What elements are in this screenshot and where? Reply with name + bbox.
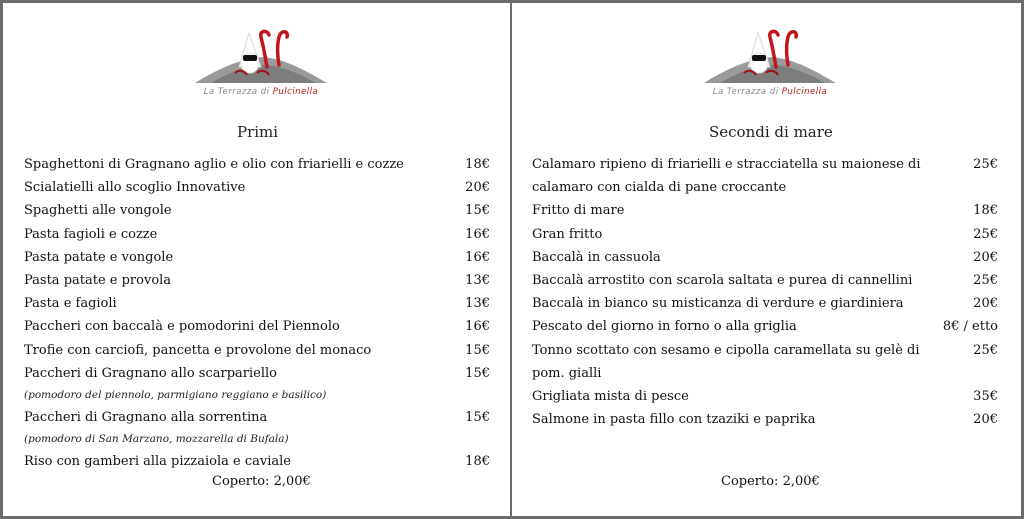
menu-item	[532, 246, 998, 269]
menu-item-price: 16€	[465, 319, 490, 335]
menu-item-name: Pescato del giorno in forno o alla griglia	[532, 319, 797, 335]
menu-item	[24, 176, 490, 199]
menu-item-name: Paccheri con baccalà e pomodorini del Piennolo	[24, 319, 340, 335]
menu-item	[532, 223, 998, 246]
menu-item-price: 8€ / etto	[942, 319, 998, 335]
menu-item-description: (pomodoro del piennolo, parmigiano reggiano e basilico)	[24, 389, 327, 402]
restaurant-logo	[700, 27, 840, 103]
menu-item	[24, 339, 490, 362]
menu-page-primi	[3, 3, 510, 516]
menu-item-name: Pasta patate e provola	[24, 273, 172, 289]
logo-text-part2: Pulcinella	[781, 87, 828, 97]
menu-item-price: 16€	[465, 226, 490, 242]
menu-item-price: 20€	[973, 296, 998, 312]
menu-item	[24, 450, 490, 473]
cover-charge: Coperto: 2,00€	[721, 474, 820, 489]
menu-item-name: Baccalà in cassuola	[532, 249, 661, 265]
menu-item-price: 15€	[465, 203, 490, 219]
menu-item-name: Paccheri di Gragnano alla sorrentina	[24, 410, 268, 426]
pulcinella-logo-icon	[191, 27, 331, 89]
menu-item-price: 25€	[973, 157, 998, 172]
menu-item-name: Scialatielli allo scoglio Innovative	[24, 180, 246, 196]
menu-item	[532, 292, 998, 315]
menu-item-price: 13€	[465, 273, 490, 289]
menu-item	[24, 315, 490, 338]
menu-item	[24, 246, 490, 269]
menu-item-name: Gran fritto	[532, 226, 603, 242]
pulcinella-logo-icon	[700, 27, 840, 89]
menu-item	[24, 362, 490, 406]
menu-item-name: Calamaro ripieno di friarielli e stracciatella su maionese di calamaro con cialda di pane croccante	[532, 157, 921, 196]
menu-item	[532, 408, 998, 431]
menu-item	[24, 153, 490, 176]
menu-item	[24, 406, 490, 450]
menu-item-price: 18€	[465, 454, 490, 470]
menu-item-name: Paccheri di Gragnano allo scarpariello	[24, 365, 278, 381]
menu-item-name: Grigliata mista di pesce	[532, 389, 689, 405]
menu-item-name: Baccalà arrostito con scarola saltata e purea di cannellini	[532, 273, 913, 289]
menu-item-name: Baccalà in bianco su misticanza di verdure e giardiniera	[532, 296, 904, 312]
menu-item-name: Pasta fagioli e cozze	[24, 226, 158, 242]
menu-item	[24, 269, 490, 292]
menu-item-price: 25€	[973, 342, 998, 358]
menu-item-price: 13€	[465, 296, 490, 312]
menu-item	[24, 223, 490, 246]
menu-item-price: 35€	[973, 389, 998, 405]
menu-item	[532, 315, 998, 338]
menu-item	[532, 199, 998, 222]
menu-page-secondi	[512, 3, 1021, 516]
menu-item	[532, 339, 998, 385]
menu-item-name: Tonno scottato con sesamo e cipolla caramellata su gelè di pom. gialli	[532, 342, 920, 381]
menu-item-name: Salmone in pasta fillo con tzaziki e paprika	[532, 412, 816, 428]
menu-item-price: 15€	[465, 410, 490, 426]
menu-item-price: 20€	[973, 249, 998, 265]
restaurant-logo	[191, 27, 331, 103]
logo-text-part1: La Terrazza di	[203, 87, 270, 97]
menu-item-price: 16€	[465, 249, 490, 265]
logo-wordmark	[191, 87, 331, 97]
menu-item-name: Spaghettoni di Gragnano aglio e olio con friarielli e cozze	[24, 157, 404, 172]
logo-text-part2: Pulcinella	[272, 87, 319, 97]
menu-item-price: 15€	[465, 342, 490, 358]
menu-item-name: Riso con gamberi alla pizzaiola e caviale	[24, 454, 291, 470]
menu-item	[24, 199, 490, 222]
menu-item-price: 20€	[973, 412, 998, 428]
menu-list	[24, 153, 490, 473]
cover-charge: Coperto: 2,00€	[212, 474, 311, 489]
menu-item-name: Fritto di mare	[532, 203, 625, 219]
menu-item-price: 25€	[973, 226, 998, 242]
menu-item-name: Trofie con carciofi, pancetta e provolone del monaco	[24, 342, 372, 358]
section-title: Secondi di mare	[709, 123, 833, 141]
menu-list	[532, 153, 998, 431]
menu-item	[532, 269, 998, 292]
menu-item	[24, 292, 490, 315]
logo-wordmark	[700, 87, 840, 97]
section-title: Primi	[237, 123, 279, 141]
menu-item-name: Pasta e fagioli	[24, 296, 117, 312]
menu-item-price: 18€	[465, 157, 490, 172]
menu-item-description: (pomodoro di San Marzano, mozzarella di Bufala)	[24, 433, 289, 446]
menu-item	[532, 385, 998, 408]
menu-item-price: 18€	[973, 203, 998, 219]
menu-item-name: Pasta patate e vongole	[24, 249, 174, 265]
menu-item-price: 25€	[973, 273, 998, 289]
menu-item-price: 20€	[465, 180, 490, 196]
menu-item-price: 15€	[465, 365, 490, 381]
menu-item	[532, 153, 998, 199]
logo-text-part1: La Terrazza di	[712, 87, 779, 97]
menu-item-name: Spaghetti alle vongole	[24, 203, 172, 219]
